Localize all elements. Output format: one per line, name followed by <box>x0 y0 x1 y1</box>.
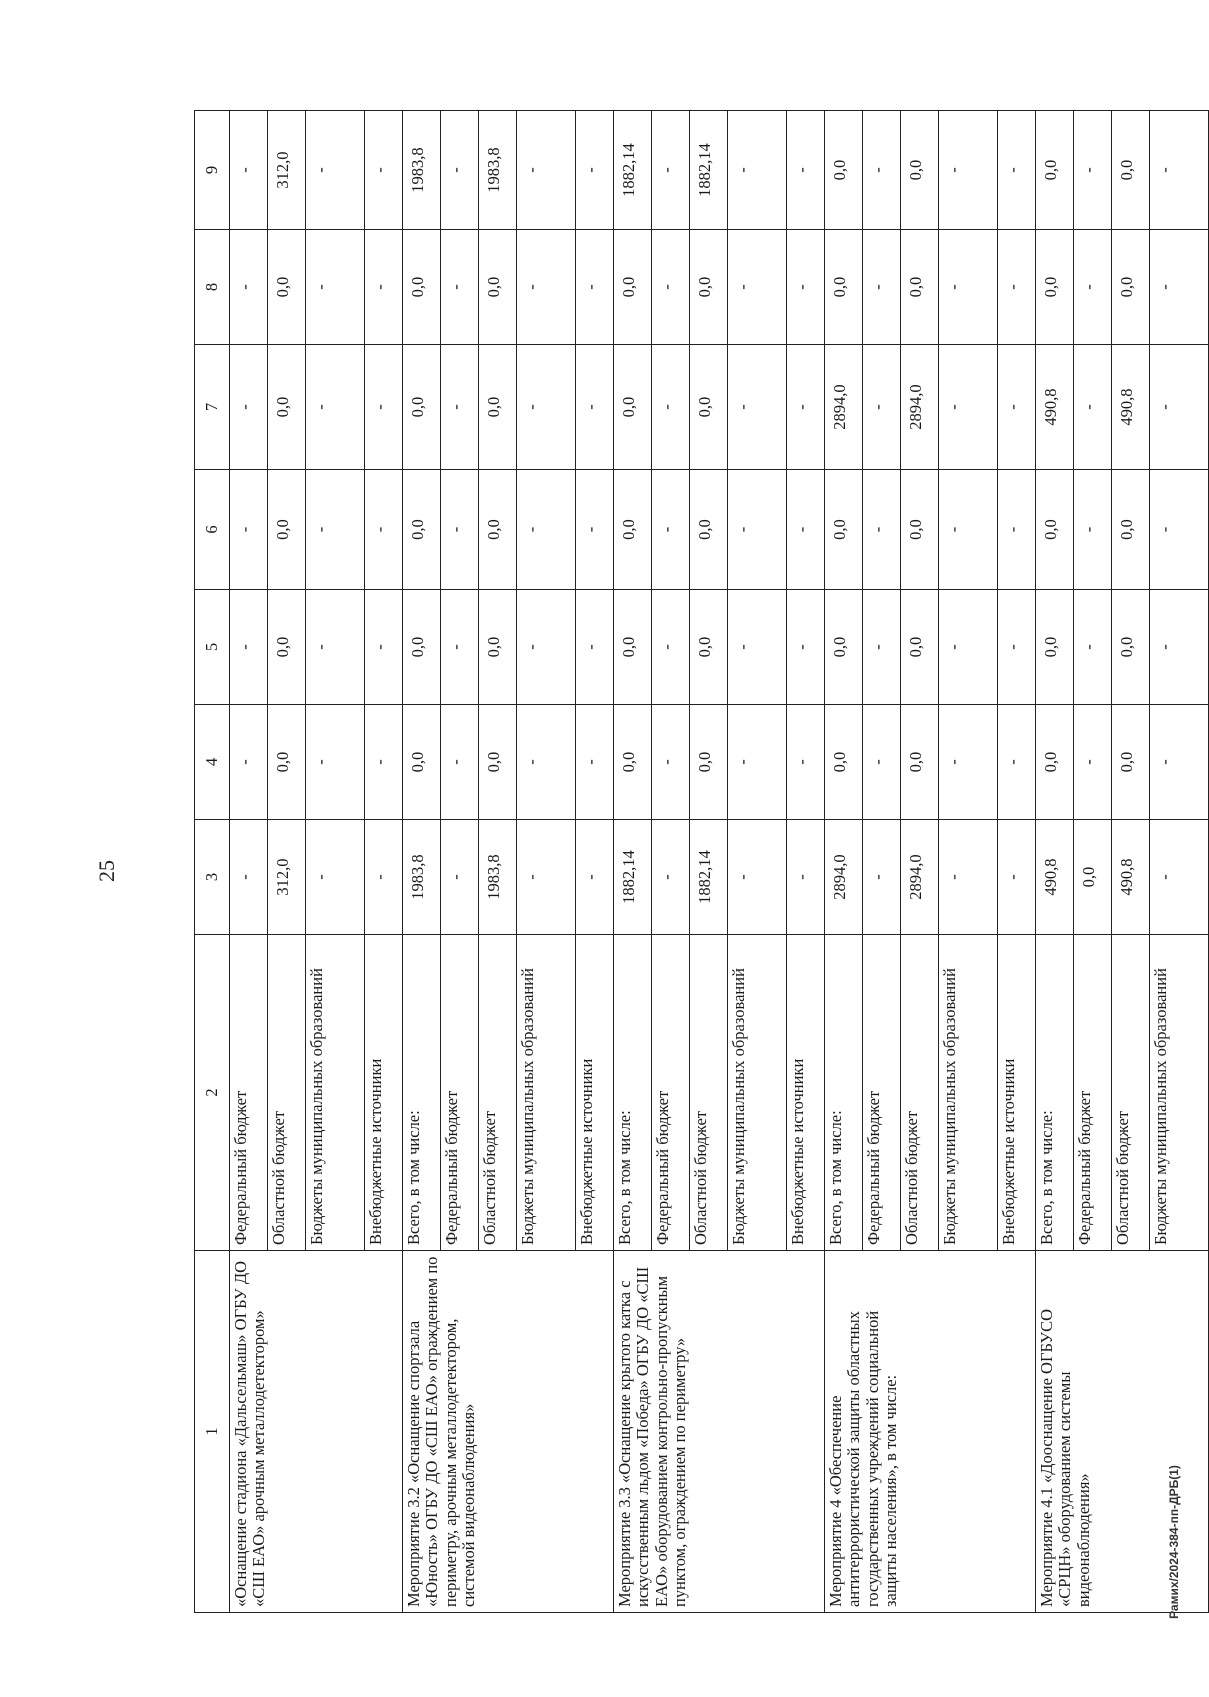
value-cell: 0,0 <box>690 345 728 470</box>
measure-description: Мероприятие 4.1 «Дооснащение ОГБУСО «СРЦН» оборудованием системы видеонаблюдения» <box>1036 1251 1209 1613</box>
value-cell: 0,0 <box>268 230 306 345</box>
value-cell: - <box>441 590 479 705</box>
funding-source: Бюджеты муниципальных образований <box>306 935 365 1251</box>
value-cell: - <box>441 470 479 590</box>
value-cell: - <box>576 590 614 705</box>
value-cell: - <box>787 111 825 230</box>
value-cell: 0,0 <box>1112 705 1150 820</box>
value-cell: - <box>1150 345 1209 470</box>
value-cell: - <box>863 705 901 820</box>
value-cell: 0,0 <box>403 230 441 345</box>
value-cell: 0,0 <box>614 470 652 590</box>
value-cell: 0,0 <box>901 111 939 230</box>
value-cell: - <box>230 820 268 935</box>
value-cell: 0,0 <box>403 470 441 590</box>
value-cell: 490,8 <box>1112 345 1150 470</box>
value-cell: - <box>1074 590 1112 705</box>
funding-source: Федеральный бюджет <box>1074 935 1112 1251</box>
table-body <box>230 111 1209 1613</box>
value-cell: 0,0 <box>825 705 863 820</box>
value-cell: - <box>863 230 901 345</box>
value-cell: - <box>306 470 365 590</box>
value-cell: 0,0 <box>690 470 728 590</box>
value-cell: 0,0 <box>479 345 517 470</box>
value-cell: - <box>939 111 998 230</box>
value-cell: - <box>652 590 690 705</box>
header-cell: 3 <box>195 820 230 935</box>
value-cell: - <box>1150 111 1209 230</box>
value-cell: 2894,0 <box>825 820 863 935</box>
measure-description: «Оснащение стадиона «Дальсельмаш» ОГБУ ДО «СШ ЕАО» арочным металлодетектором» <box>230 1251 403 1613</box>
value-cell: 2894,0 <box>901 820 939 935</box>
funding-source: Внебюджетные источники <box>576 935 614 1251</box>
value-cell: 0,0 <box>1112 590 1150 705</box>
value-cell: - <box>652 230 690 345</box>
value-cell: - <box>576 705 614 820</box>
value-cell: 0,0 <box>403 705 441 820</box>
funding-source: Внебюджетные источники <box>787 935 825 1251</box>
value-cell: 0,0 <box>1112 111 1150 230</box>
value-cell: - <box>787 590 825 705</box>
value-cell: - <box>652 345 690 470</box>
value-cell: - <box>998 111 1036 230</box>
value-cell: - <box>365 345 403 470</box>
value-cell: 0,0 <box>1112 230 1150 345</box>
header-cell: 4 <box>195 705 230 820</box>
value-cell: 1882,14 <box>690 111 728 230</box>
value-cell: - <box>576 111 614 230</box>
value-cell: - <box>1074 470 1112 590</box>
header-cell: 5 <box>195 590 230 705</box>
value-cell: - <box>998 820 1036 935</box>
value-cell: - <box>939 230 998 345</box>
value-cell: 312,0 <box>268 111 306 230</box>
header-cell: 6 <box>195 470 230 590</box>
value-cell: 0,0 <box>825 230 863 345</box>
value-cell: - <box>787 705 825 820</box>
value-cell: - <box>230 470 268 590</box>
value-cell: 0,0 <box>690 590 728 705</box>
value-cell: - <box>998 470 1036 590</box>
funding-source: Всего, в том числе: <box>825 935 863 1251</box>
value-cell: 0,0 <box>1036 111 1074 230</box>
value-cell: - <box>728 470 787 590</box>
value-cell: 0,0 <box>901 470 939 590</box>
funding-source: Федеральный бюджет <box>652 935 690 1251</box>
value-cell: - <box>1074 111 1112 230</box>
value-cell: - <box>230 111 268 230</box>
value-cell: - <box>517 345 576 470</box>
value-cell: - <box>939 705 998 820</box>
value-cell: - <box>306 230 365 345</box>
value-cell: - <box>728 230 787 345</box>
funding-source: Областной бюджет <box>1112 935 1150 1251</box>
value-cell: - <box>728 111 787 230</box>
budget-table-frame <box>194 111 1174 1613</box>
budget-table <box>194 110 1209 1613</box>
value-cell: 312,0 <box>268 820 306 935</box>
value-cell: 0,0 <box>825 470 863 590</box>
value-cell: - <box>306 705 365 820</box>
value-cell: - <box>441 230 479 345</box>
funding-source: Всего, в том числе: <box>403 935 441 1251</box>
value-cell: 0,0 <box>690 230 728 345</box>
value-cell: - <box>939 820 998 935</box>
value-cell: - <box>998 345 1036 470</box>
value-cell: - <box>517 230 576 345</box>
value-cell: - <box>728 705 787 820</box>
funding-source: Федеральный бюджет <box>863 935 901 1251</box>
value-cell: - <box>939 590 998 705</box>
value-cell: - <box>365 230 403 345</box>
table-row <box>1036 111 1074 1613</box>
measure-description: Мероприятие 4 «Обеспечение антитеррористической защиты областных государственных учреждений социальной защиты населения», в том числе: <box>825 1251 1036 1613</box>
value-cell: 0,0 <box>1036 470 1074 590</box>
funding-source: Внебюджетные источники <box>998 935 1036 1251</box>
measure-description: Мероприятие 3.3 «Оснащение крытого катка с искусственным льдом «Победа» ОГБУ ДО «СШ ЕАО» оборудованием контрольно-пропускным пунктом, ограждением по периметру» <box>614 1251 825 1613</box>
value-cell: - <box>517 705 576 820</box>
value-cell: - <box>1074 230 1112 345</box>
value-cell: - <box>1150 470 1209 590</box>
value-cell: 1983,8 <box>403 820 441 935</box>
value-cell: 2894,0 <box>901 345 939 470</box>
value-cell: 1983,8 <box>479 111 517 230</box>
page-number: 25 <box>94 860 119 882</box>
value-cell: - <box>1074 345 1112 470</box>
header-cell: 1 <box>195 1251 230 1613</box>
value-cell: 0,0 <box>1036 705 1074 820</box>
table-row <box>825 111 863 1613</box>
value-cell: - <box>1150 820 1209 935</box>
funding-source: Федеральный бюджет <box>230 935 268 1251</box>
value-cell: 0,0 <box>479 590 517 705</box>
value-cell: - <box>652 705 690 820</box>
value-cell: - <box>863 590 901 705</box>
value-cell: - <box>576 230 614 345</box>
value-cell: 0,0 <box>479 230 517 345</box>
value-cell: 0,0 <box>268 470 306 590</box>
value-cell: - <box>1150 230 1209 345</box>
value-cell: - <box>939 345 998 470</box>
value-cell: - <box>576 470 614 590</box>
value-cell: - <box>441 820 479 935</box>
value-cell: 0,0 <box>1074 820 1112 935</box>
funding-source: Областной бюджет <box>690 935 728 1251</box>
value-cell: 0,0 <box>268 345 306 470</box>
value-cell: - <box>728 345 787 470</box>
footer-code: Рамих/2024-384-пп-ДРБ(1) <box>1167 1465 1182 1619</box>
value-cell: 2894,0 <box>825 345 863 470</box>
value-cell: - <box>441 111 479 230</box>
value-cell: - <box>306 820 365 935</box>
value-cell: 0,0 <box>614 705 652 820</box>
value-cell: 1983,8 <box>403 111 441 230</box>
value-cell: - <box>998 230 1036 345</box>
value-cell: - <box>517 820 576 935</box>
header-cell: 8 <box>195 230 230 345</box>
funding-source: Областной бюджет <box>479 935 517 1251</box>
funding-source: Областной бюджет <box>901 935 939 1251</box>
value-cell: - <box>652 470 690 590</box>
table-row <box>230 111 268 1613</box>
value-cell: - <box>517 470 576 590</box>
value-cell: 0,0 <box>403 590 441 705</box>
value-cell: - <box>306 345 365 470</box>
value-cell: 0,0 <box>825 111 863 230</box>
value-cell: - <box>863 470 901 590</box>
value-cell: - <box>998 590 1036 705</box>
value-cell: 0,0 <box>1112 470 1150 590</box>
value-cell: - <box>939 470 998 590</box>
funding-source: Бюджеты муниципальных образований <box>1150 935 1209 1251</box>
value-cell: 1882,14 <box>614 820 652 935</box>
table-row <box>403 111 441 1613</box>
value-cell: - <box>230 590 268 705</box>
value-cell: 0,0 <box>1036 230 1074 345</box>
value-cell: 0,0 <box>268 705 306 820</box>
funding-source: Областной бюджет <box>268 935 306 1251</box>
value-cell: - <box>787 230 825 345</box>
value-cell: - <box>863 820 901 935</box>
value-cell: - <box>652 820 690 935</box>
value-cell: 0,0 <box>614 590 652 705</box>
value-cell: - <box>787 345 825 470</box>
value-cell: 490,8 <box>1112 820 1150 935</box>
value-cell: - <box>576 345 614 470</box>
value-cell: 490,8 <box>1036 820 1074 935</box>
funding-source: Бюджеты муниципальных образований <box>939 935 998 1251</box>
value-cell: 0,0 <box>614 230 652 345</box>
value-cell: - <box>652 111 690 230</box>
value-cell: - <box>998 705 1036 820</box>
funding-source: Внебюджетные источники <box>365 935 403 1251</box>
rotated-table-wrapper <box>194 111 1174 1613</box>
value-cell: - <box>365 111 403 230</box>
value-cell: 0,0 <box>825 590 863 705</box>
table-row <box>614 111 652 1613</box>
funding-source: Всего, в том числе: <box>1036 935 1074 1251</box>
value-cell: 0,0 <box>403 345 441 470</box>
value-cell: 0,0 <box>901 230 939 345</box>
value-cell: - <box>365 705 403 820</box>
value-cell: 1882,14 <box>614 111 652 230</box>
value-cell: - <box>787 470 825 590</box>
value-cell: 0,0 <box>901 705 939 820</box>
value-cell: 0,0 <box>690 705 728 820</box>
value-cell: 0,0 <box>1036 590 1074 705</box>
value-cell: - <box>306 590 365 705</box>
value-cell: - <box>863 111 901 230</box>
value-cell: 0,0 <box>479 470 517 590</box>
measure-description: Мероприятие 3.2 «Оснащение спортзала «Юность» ОГБУ ДО «СШ ЕАО» ограждением по периметру, арочным металлодетектором, системой видеонаблюдения» <box>403 1251 614 1613</box>
value-cell: - <box>441 345 479 470</box>
value-cell: - <box>517 111 576 230</box>
value-cell: - <box>1150 590 1209 705</box>
funding-source: Бюджеты муниципальных образований <box>728 935 787 1251</box>
value-cell: - <box>441 705 479 820</box>
value-cell: - <box>365 590 403 705</box>
value-cell: - <box>576 820 614 935</box>
funding-source: Всего, в том числе: <box>614 935 652 1251</box>
value-cell: - <box>1074 705 1112 820</box>
value-cell: 0,0 <box>901 590 939 705</box>
value-cell: - <box>306 111 365 230</box>
value-cell: - <box>230 345 268 470</box>
value-cell: 0,0 <box>614 345 652 470</box>
funding-source: Федеральный бюджет <box>441 935 479 1251</box>
header-cell: 9 <box>195 111 230 230</box>
value-cell: - <box>230 705 268 820</box>
header-row <box>195 111 230 1613</box>
header-cell: 2 <box>195 935 230 1251</box>
value-cell: - <box>230 230 268 345</box>
value-cell: 0,0 <box>479 705 517 820</box>
value-cell: 1882,14 <box>690 820 728 935</box>
value-cell: 1983,8 <box>479 820 517 935</box>
value-cell: - <box>728 590 787 705</box>
value-cell: 0,0 <box>268 590 306 705</box>
funding-source: Бюджеты муниципальных образований <box>517 935 576 1251</box>
value-cell: - <box>517 590 576 705</box>
value-cell: - <box>365 820 403 935</box>
value-cell: 490,8 <box>1036 345 1074 470</box>
header-cell: 7 <box>195 345 230 470</box>
value-cell: - <box>1150 705 1209 820</box>
value-cell: - <box>863 345 901 470</box>
value-cell: - <box>728 820 787 935</box>
value-cell: - <box>365 470 403 590</box>
value-cell: - <box>787 820 825 935</box>
